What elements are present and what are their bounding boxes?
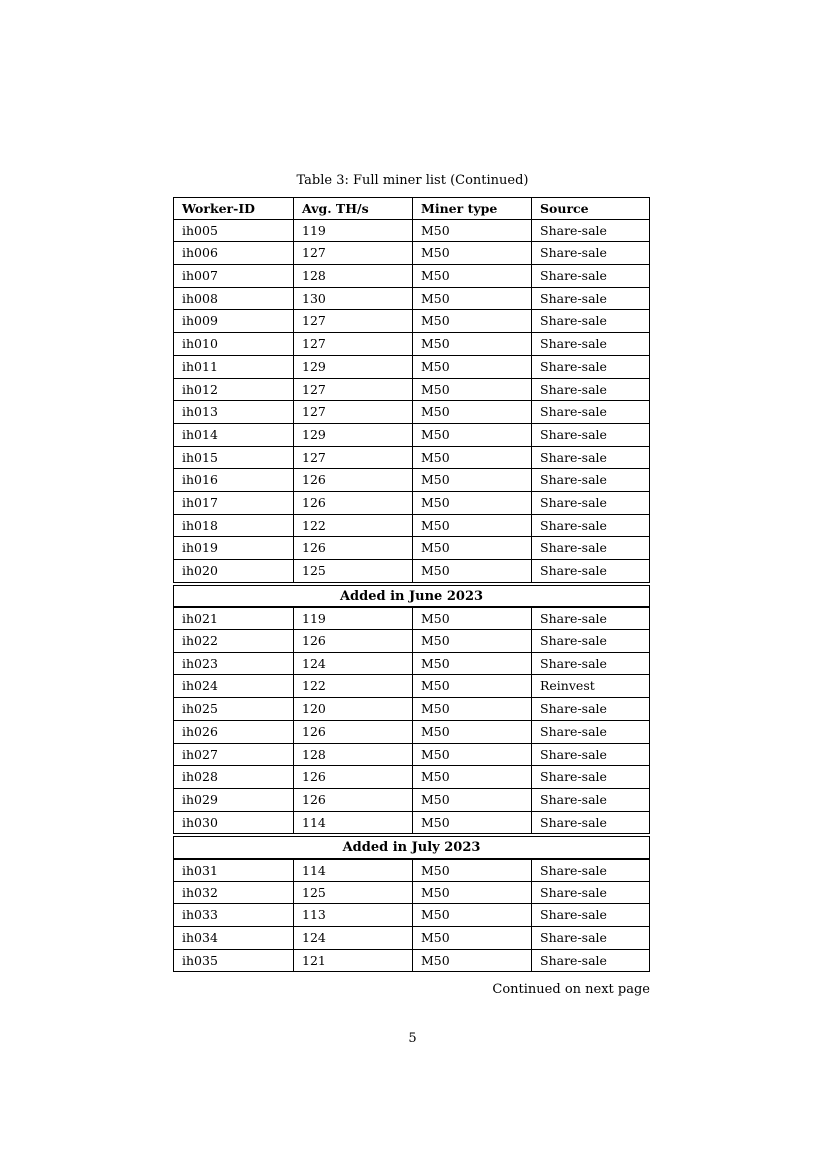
continued-note: Continued on next page	[492, 982, 650, 997]
avg-ths-cell: 122	[293, 515, 412, 537]
source-cell: Share-sale	[531, 630, 649, 652]
avg-ths-cell: 127	[293, 310, 412, 332]
table-row	[173, 333, 650, 356]
table-row	[173, 789, 650, 812]
table-row	[173, 882, 650, 905]
worker-id-cell: ih033	[182, 907, 218, 923]
header-worker-id: Worker-ID	[182, 201, 256, 216]
table-row	[173, 242, 650, 265]
table-row	[173, 560, 650, 583]
avg-ths-cell: 129	[293, 424, 412, 446]
avg-ths-cell: 129	[293, 356, 412, 378]
worker-id-cell: ih032	[182, 884, 218, 900]
table-row	[173, 698, 650, 721]
source-cell: Share-sale	[531, 310, 649, 332]
miner-type-cell: M50	[412, 698, 531, 720]
avg-ths-cell: 119	[293, 220, 412, 242]
miner-type-cell: M50	[412, 537, 531, 559]
table-row	[173, 515, 650, 538]
avg-ths-cell: 126	[293, 789, 412, 811]
section-header: Added in June 2023	[173, 585, 650, 608]
table-row	[173, 904, 650, 927]
worker-id-cell: ih017	[182, 494, 218, 510]
table-row	[173, 766, 650, 789]
table-row	[173, 379, 650, 402]
header-source: Source	[531, 198, 649, 219]
source-cell: Share-sale	[531, 220, 649, 242]
table-row	[173, 812, 650, 835]
worker-id-cell: ih022	[182, 633, 218, 649]
worker-id-cell: ih029	[182, 791, 218, 807]
source-cell: Reinvest	[531, 675, 649, 697]
miner-type-cell: M50	[412, 447, 531, 469]
source-cell: Share-sale	[531, 653, 649, 675]
miner-type-cell: M50	[412, 310, 531, 332]
worker-id-cell: ih012	[182, 381, 218, 397]
miner-type-cell: M50	[412, 766, 531, 788]
avg-ths-cell: 127	[293, 333, 412, 355]
worker-id-cell: ih010	[182, 336, 218, 352]
avg-ths-cell: 114	[293, 860, 412, 881]
source-cell: Share-sale	[531, 356, 649, 378]
miner-type-cell: M50	[412, 744, 531, 766]
avg-ths-cell: 125	[293, 882, 412, 904]
miner-type-cell: M50	[412, 469, 531, 491]
miner-type-cell: M50	[412, 789, 531, 811]
table-row	[173, 653, 650, 676]
miner-type-cell: M50	[412, 379, 531, 401]
page-number: 5	[408, 1031, 417, 1046]
avg-ths-cell: 126	[293, 630, 412, 652]
section-header: Added in July 2023	[173, 836, 650, 859]
worker-id-cell: ih005	[182, 222, 218, 238]
worker-id-cell: ih016	[182, 472, 218, 488]
avg-ths-cell: 114	[293, 812, 412, 834]
avg-ths-cell: 126	[293, 721, 412, 743]
avg-ths-cell: 130	[293, 288, 412, 310]
avg-ths-cell: 113	[293, 904, 412, 926]
worker-id-cell: ih006	[182, 245, 218, 261]
miner-type-cell: M50	[412, 860, 531, 881]
source-cell: Share-sale	[531, 447, 649, 469]
miner-type-cell: M50	[412, 675, 531, 697]
avg-ths-cell: 119	[293, 608, 412, 629]
table-row	[173, 859, 650, 882]
worker-id-cell: ih031	[182, 862, 218, 878]
table-row	[173, 356, 650, 379]
table-row	[173, 469, 650, 492]
worker-id-cell: ih013	[182, 404, 218, 420]
miner-type-cell: M50	[412, 492, 531, 514]
worker-id-cell: ih035	[182, 952, 218, 968]
table-row	[173, 288, 650, 311]
source-cell: Share-sale	[531, 401, 649, 423]
worker-id-cell: ih028	[182, 769, 218, 785]
source-cell: Share-sale	[531, 721, 649, 743]
source-cell: Share-sale	[531, 265, 649, 287]
table-header-row	[173, 197, 650, 220]
worker-id-cell: ih025	[182, 701, 218, 717]
worker-id-cell: ih011	[182, 358, 218, 374]
miner-type-cell: M50	[412, 288, 531, 310]
table-row	[173, 950, 650, 973]
source-cell: Share-sale	[531, 608, 649, 629]
avg-ths-cell: 126	[293, 766, 412, 788]
avg-ths-cell: 128	[293, 744, 412, 766]
source-cell: Share-sale	[531, 860, 649, 881]
table-row	[173, 675, 650, 698]
worker-id-cell: ih021	[182, 611, 218, 627]
worker-id-cell: ih015	[182, 449, 218, 465]
miner-type-cell: M50	[412, 950, 531, 972]
miner-type-cell: M50	[412, 608, 531, 629]
source-cell: Share-sale	[531, 537, 649, 559]
miner-type-cell: M50	[412, 812, 531, 834]
table-row	[173, 265, 650, 288]
avg-ths-cell: 127	[293, 242, 412, 264]
avg-ths-cell: 124	[293, 653, 412, 675]
source-cell: Share-sale	[531, 288, 649, 310]
source-cell: Share-sale	[531, 492, 649, 514]
worker-id-cell: ih019	[182, 540, 218, 556]
worker-id-cell: ih007	[182, 268, 218, 284]
avg-ths-cell: 122	[293, 675, 412, 697]
miner-type-cell: M50	[412, 515, 531, 537]
source-cell: Share-sale	[531, 744, 649, 766]
table-row	[173, 744, 650, 767]
avg-ths-cell: 124	[293, 927, 412, 949]
miner-type-cell: M50	[412, 630, 531, 652]
table-row	[173, 607, 650, 630]
miner-type-cell: M50	[412, 356, 531, 378]
header-avg-ths: Avg. TH/s	[293, 198, 412, 219]
worker-id-cell: ih024	[182, 678, 218, 694]
source-cell: Share-sale	[531, 927, 649, 949]
table-row	[173, 220, 650, 243]
source-cell: Share-sale	[531, 904, 649, 926]
worker-id-cell: ih023	[182, 655, 218, 671]
source-cell: Share-sale	[531, 379, 649, 401]
source-cell: Share-sale	[531, 950, 649, 972]
source-cell: Share-sale	[531, 698, 649, 720]
source-cell: Share-sale	[531, 882, 649, 904]
avg-ths-cell: 121	[293, 950, 412, 972]
avg-ths-cell: 127	[293, 401, 412, 423]
table-row	[173, 447, 650, 470]
table-row	[173, 401, 650, 424]
source-cell: Share-sale	[531, 242, 649, 264]
avg-ths-cell: 128	[293, 265, 412, 287]
miner-type-cell: M50	[412, 904, 531, 926]
worker-id-cell: ih034	[182, 930, 218, 945]
worker-id-cell: ih014	[182, 426, 218, 442]
miner-type-cell: M50	[412, 333, 531, 355]
miner-type-cell: M50	[412, 721, 531, 743]
miner-type-cell: M50	[412, 220, 531, 242]
worker-id-cell: ih027	[182, 746, 218, 762]
miner-type-cell: M50	[412, 560, 531, 582]
worker-id-cell: ih030	[182, 814, 218, 830]
miner-type-cell: M50	[412, 265, 531, 287]
miner-type-cell: M50	[412, 424, 531, 446]
table-row	[173, 721, 650, 744]
table-row	[173, 424, 650, 447]
source-cell: Share-sale	[531, 789, 649, 811]
source-cell: Share-sale	[531, 766, 649, 788]
source-cell: Share-sale	[531, 812, 649, 834]
miner-type-cell: M50	[412, 242, 531, 264]
table-row	[173, 492, 650, 515]
table-row	[173, 310, 650, 333]
worker-id-cell: ih018	[182, 517, 218, 533]
avg-ths-cell: 127	[293, 379, 412, 401]
miner-type-cell: M50	[412, 401, 531, 423]
table-row	[173, 537, 650, 560]
miner-table	[173, 197, 650, 972]
header-miner-type: Miner type	[412, 198, 531, 219]
miner-type-cell: M50	[412, 653, 531, 675]
table-row	[173, 630, 650, 653]
source-cell: Share-sale	[531, 515, 649, 537]
worker-id-cell: ih026	[182, 723, 218, 739]
source-cell: Share-sale	[531, 469, 649, 491]
avg-ths-cell: 126	[293, 492, 412, 514]
avg-ths-cell: 126	[293, 537, 412, 559]
miner-type-cell: M50	[412, 927, 531, 949]
source-cell: Share-sale	[531, 333, 649, 355]
avg-ths-cell: 125	[293, 560, 412, 582]
avg-ths-cell: 127	[293, 447, 412, 469]
avg-ths-cell: 126	[293, 469, 412, 491]
miner-type-cell: M50	[412, 882, 531, 904]
source-cell: Share-sale	[531, 424, 649, 446]
avg-ths-cell: 120	[293, 698, 412, 720]
source-cell: Share-sale	[531, 560, 649, 582]
worker-id-cell: ih008	[182, 290, 218, 306]
worker-id-cell: ih009	[182, 313, 218, 329]
table-row	[173, 927, 650, 950]
worker-id-cell: ih020	[182, 563, 218, 578]
table-caption: Table 3: Full miner list (Continued)	[296, 173, 529, 188]
